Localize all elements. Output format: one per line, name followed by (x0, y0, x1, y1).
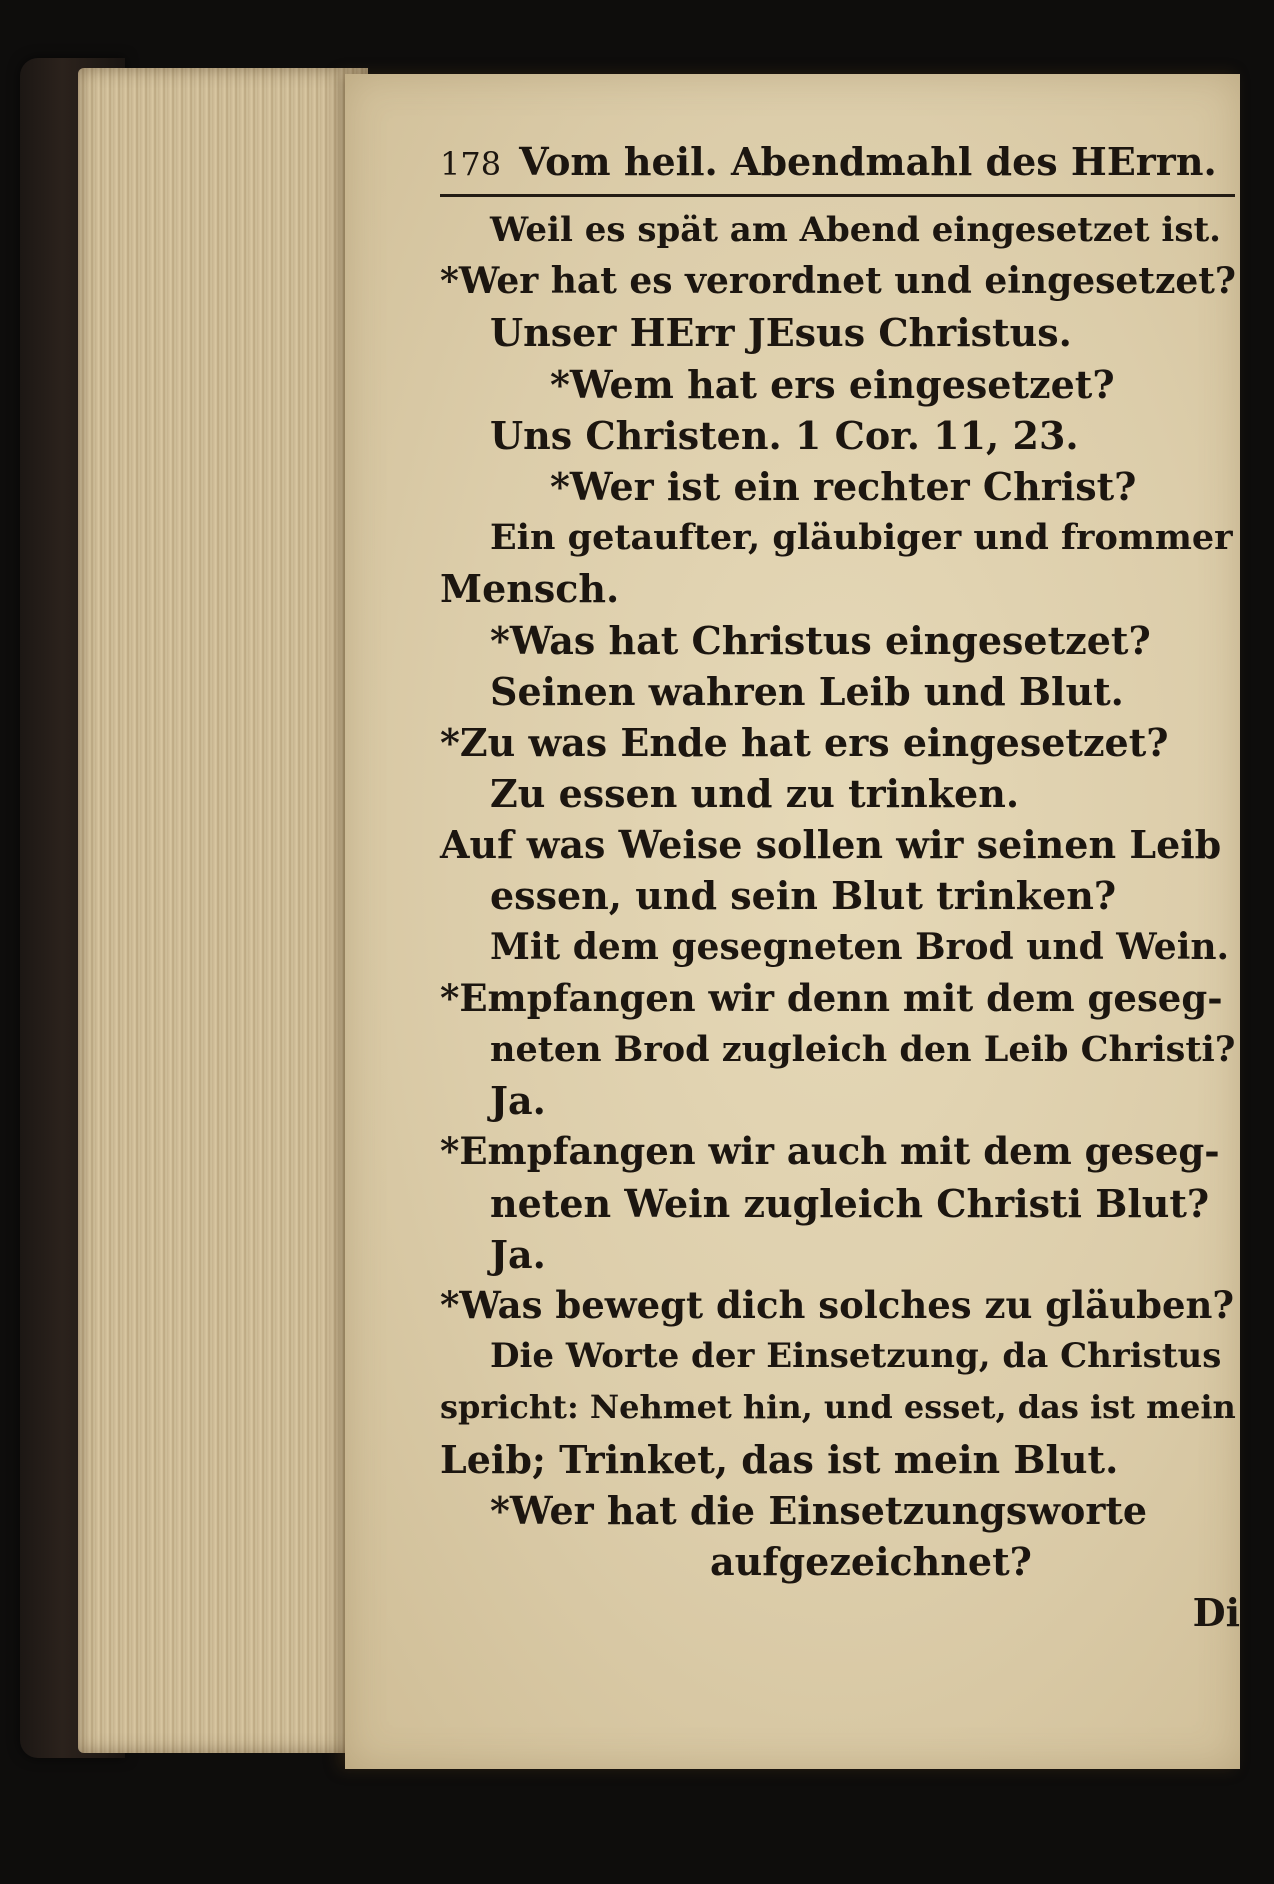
page-edges (78, 68, 368, 1753)
text-line: aufgezeichnet? (710, 1538, 1032, 1584)
text-line: Mensch. (440, 566, 620, 612)
text-line: *Was hat Christus eingesetzet? (490, 617, 1151, 663)
text-line: *Zu was Ende hat ers eingesetzet? (440, 719, 1169, 765)
text-line: Auf was Weise sollen wir seinen Leib (440, 822, 1222, 868)
text-line: *Was bewegt dich solches zu gläuben? (440, 1282, 1235, 1327)
text-line: spricht: Nehmet hin, und esset, das ist mein (440, 1388, 1236, 1427)
text-line: Ein getaufter, gläubiger und frommer (490, 517, 1233, 559)
running-header (440, 136, 1240, 188)
page-number: 178 (440, 145, 502, 183)
catchword: Di (1192, 1590, 1240, 1636)
text-line: essen, und sein Blut trinken? (490, 873, 1117, 919)
text-line: *Wer hat die Einsetzungsworte (490, 1487, 1148, 1533)
text-line: Zu essen und zu trinken. (490, 771, 1020, 817)
text-line: *Wer hat es verordnet und eingesetzet? (440, 260, 1237, 303)
text-line: *Empfangen wir auch mit dem geseg- (440, 1129, 1220, 1174)
text-line: Weil es spät am Abend eingesetzet ist. (490, 210, 1221, 250)
text-line: Mit dem gesegneten Brod und Wein. (490, 925, 1230, 968)
text-line: Die Worte der Einsetzung, da Christus (490, 1336, 1222, 1377)
text-line: Seinen wahren Leib und Blut. (490, 668, 1124, 714)
text-line: neten Wein zugleich Christi Blut? (490, 1180, 1210, 1226)
text-line: *Wem hat ers eingesetzet? (550, 361, 1115, 407)
header-rule (440, 194, 1235, 197)
text-line: *Empfangen wir denn mit dem geseg- (440, 975, 1223, 1020)
page-text (440, 136, 1240, 1638)
text-line: *Wer ist ein rechter Christ? (550, 463, 1137, 509)
book-page (345, 74, 1240, 1769)
text-line: Ja. (490, 1231, 546, 1277)
running-head-title: Vom heil. Abendmahl des HErrn. (519, 139, 1217, 184)
text-line: Ja. (490, 1078, 546, 1124)
text-line: Leib; Trinket, das ist mein Blut. (440, 1436, 1119, 1482)
catchword-line (440, 1587, 1240, 1638)
text-line: Uns Christen. 1 Cor. 11, 23. (490, 412, 1079, 458)
text-line: neten Brod zugleich den Leib Christi? (490, 1029, 1236, 1070)
text-line: Unser HErr JEsus Christus. (490, 310, 1072, 356)
